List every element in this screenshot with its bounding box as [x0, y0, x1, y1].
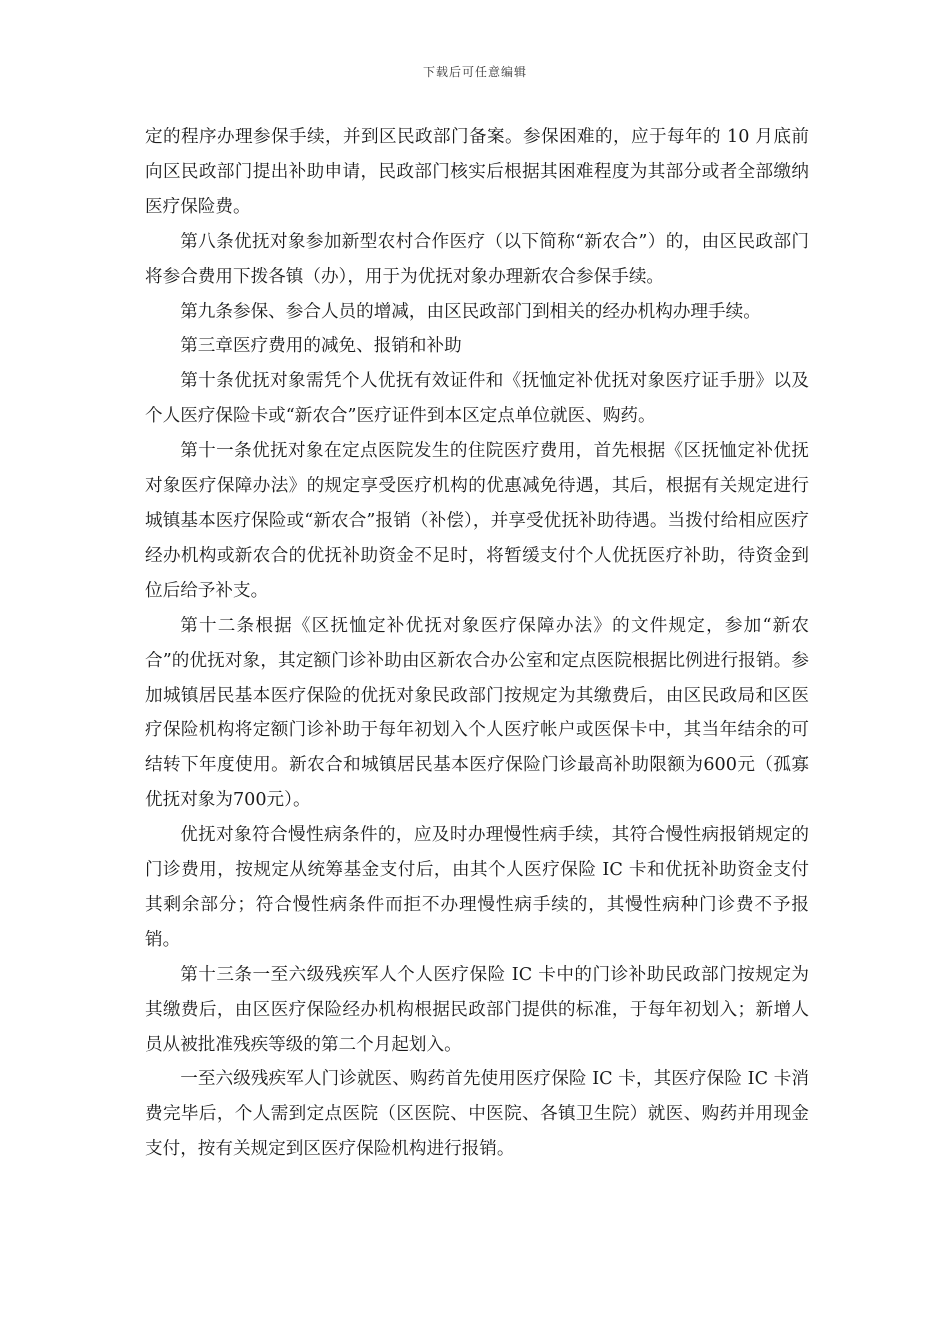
- page-header-note: 下载后可任意编辑: [422, 65, 527, 79]
- paragraph: 第十三条一至六级残疾军人个人医疗保险 IC 卡中的门诊补助民政部门按规定为其缴费后，由区医疗保险经办机构根据民政部门提供的标准，于每年初划入；新增人员从被批准残疾等级的第二个月起划入。: [145, 964, 809, 1055]
- chapter-heading: 第三章医疗费用的减免、报销和补助: [180, 336, 462, 357]
- paragraph: 第十条优抚对象需凭个人优抚有效证件和《抚恤定补优抚对象医疗证手册》以及个人医疗保险卡或“新农合”医疗证件到本区定点单位就医、购药。: [145, 371, 809, 427]
- paragraph: 第十一条优抚对象在定点医院发生的住院医疗费用，首先根据《区抚恤定补优抚对象医疗保障办法》的规定享受医疗机构的优惠减免待遇，其后，根据有关规定进行城镇基本医疗保险或“新农合”报销（补偿），并享受优抚补助待遇。当拨付给相应医疗经办机构或新农合的优抚补助资金不足时，将暂缓支付个人优抚医疗补助，待资金到位后给予补支。: [145, 441, 809, 601]
- paragraph: 一至六级残疾军人门诊就医、购药首先使用医疗保险 IC 卡，其医疗保险 IC 卡消费完毕后，个人需到定点医院（区医院、中医院、各镇卫生院）就医、购药并用现金支付，按有关规定到区医疗保险机构进行报销。: [145, 1069, 809, 1160]
- paragraph: 第八条优抚对象参加新型农村合作医疗（以下简称“新农合”）的，由区民政部门将参合费用下拨各镇（办），用于为优抚对象办理新农合参保手续。: [145, 231, 809, 287]
- paragraph: 优抚对象符合慢性病条件的，应及时办理慢性病手续，其符合慢性病报销规定的门诊费用，按规定从统筹基金支付后，由其个人医疗保险 IC 卡和优抚补助资金支付其剩余部分；符合慢性病条件而拒不办理慢性病手续的，其慢性病种门诊费不予报销。: [145, 825, 809, 950]
- paragraph: 定的程序办理参保手续，并到区民政部门备案。参保困难的，应于每年的 10 月底前向区民政部门提出补助申请，民政部门核实后根据其困难程度为其部分或者全部缴纳医疗保险费。: [145, 127, 809, 217]
- paragraph: 第九条参保、参合人员的增减，由区民政部门到相关的经办机构办理手续。: [180, 301, 761, 322]
- paragraph: 第十二条根据《区抚恤定补优抚对象医疗保障办法》的文件规定，参加“新农合”的优抚对象，其定额门诊补助由区新农合办公室和定点医院根据比例进行报销。参加城镇居民基本医疗保险的优抚对象民政部门按规定为其缴费后，由区民政局和区医疗保险机构将定额门诊补助于每年初划入个人医疗帐户或医保卡中，其当年结余的可结转下年度使用。新农合和城镇居民基本医疗保险门诊最高补助限额为600元（孤寡优抚对象为700元）。: [145, 615, 809, 811]
- document-body: [145, 120, 809, 1167]
